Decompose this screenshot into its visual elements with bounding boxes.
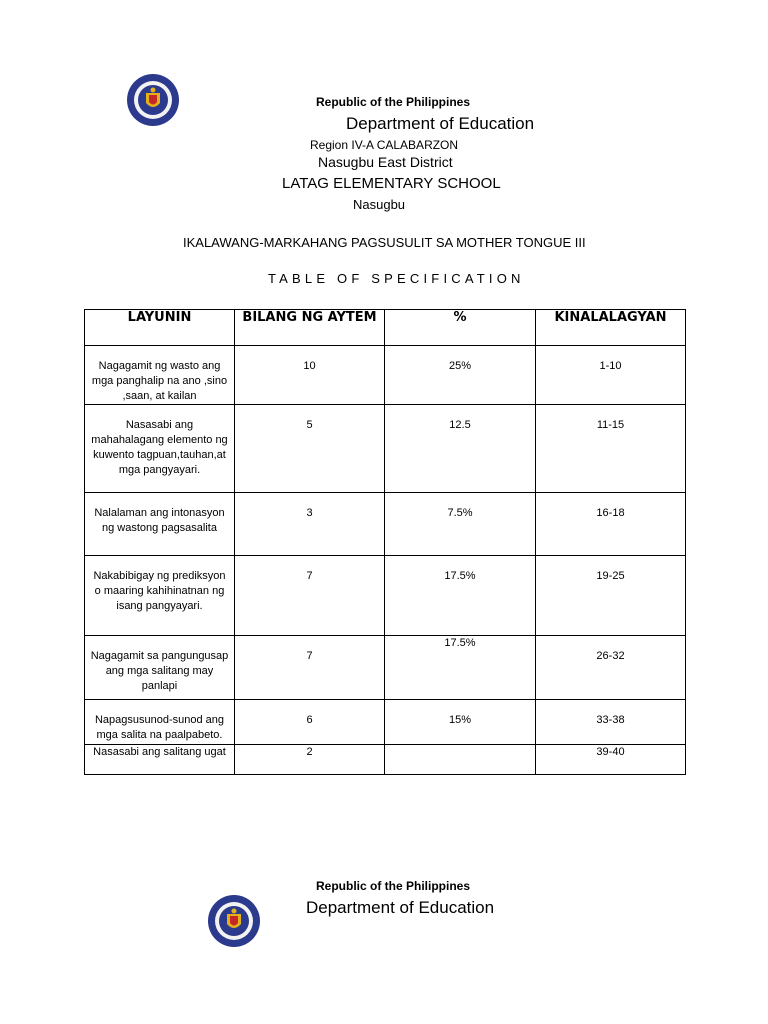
cell-percent <box>385 745 536 775</box>
cell-percent: 12.5 <box>385 405 536 493</box>
cell-bilang: 3 <box>235 493 385 556</box>
specification-table <box>84 309 686 775</box>
cell-kinalalagyan: 16-18 <box>536 493 686 556</box>
cell-bilang: 5 <box>235 405 385 493</box>
cell-kinalalagyan: 26-32 <box>536 636 686 700</box>
cell-kinalalagyan: 1-10 <box>536 346 686 405</box>
cell-percent: 17.5% <box>385 636 536 700</box>
cell-layunin: Napagsusunod-sunod ang mga salita na paalpabeto. <box>85 700 235 745</box>
header-kinalalagyan: KINALALAGYAN <box>536 310 686 346</box>
cell-layunin: Nakabibigay ng prediksyon o maaring kahihinatnan ng isang pangyayari. <box>85 556 235 636</box>
cell-bilang: 7 <box>235 636 385 700</box>
table-row <box>85 636 686 700</box>
district-heading: Nasugbu East District <box>318 154 453 170</box>
cell-kinalalagyan: 11-15 <box>536 405 686 493</box>
deped-seal-icon <box>126 73 180 127</box>
cell-kinalalagyan: 33-38 <box>536 700 686 745</box>
cell-percent: 17.5% <box>385 556 536 636</box>
table-row <box>85 745 686 775</box>
region-heading: Region IV-A CALABARZON <box>310 138 459 152</box>
cell-kinalalagyan: 19-25 <box>536 556 686 636</box>
footer-republic-heading: Republic of the Philippines <box>316 879 471 893</box>
table-row <box>85 700 686 745</box>
cell-bilang: 7 <box>235 556 385 636</box>
cell-bilang: 6 <box>235 700 385 745</box>
table-row <box>85 493 686 556</box>
header-percent: % <box>385 310 536 346</box>
table-row <box>85 556 686 636</box>
cell-bilang: 2 <box>235 745 385 775</box>
deped-seal-icon <box>207 894 261 948</box>
cell-percent: 15% <box>385 700 536 745</box>
cell-layunin: Nasasabi ang salitang ugat <box>85 745 235 775</box>
footer-department-heading: Department of Education <box>306 898 495 917</box>
table-row <box>85 405 686 493</box>
table-header-row <box>85 310 686 346</box>
cell-layunin: Nalalaman ang intonasyon ng wastong pagsasalita <box>85 493 235 556</box>
town-heading: Nasugbu <box>353 197 406 212</box>
cell-layunin: Nagagamit sa pangungusap ang mga salitang may panlapi <box>85 636 235 700</box>
department-heading: Department of Education <box>346 114 535 133</box>
cell-percent: 25% <box>385 346 536 405</box>
cell-layunin: Nasasabi ang mahahalagang elemento ng kuwento tagpuan,tauhan,at mga pangyayari. <box>85 405 235 493</box>
republic-heading: Republic of the Philippines <box>316 95 471 109</box>
table-row <box>85 346 686 405</box>
header-layunin: LAYUNIN <box>85 310 235 346</box>
cell-bilang: 10 <box>235 346 385 405</box>
tos-title: TABLE OF SPECIFICATION <box>268 271 525 286</box>
cell-kinalalagyan: 39-40 <box>536 745 686 775</box>
cell-percent: 7.5% <box>385 493 536 556</box>
header-bilang: BILANG NG AYTEM <box>235 310 385 346</box>
cell-layunin: Nagagamit ng wasto ang mga panghalip na ano ,sino ,saan, at kailan <box>85 346 235 405</box>
school-heading: LATAG ELEMENTARY SCHOOL <box>282 175 501 192</box>
exam-title: IKALAWANG-MARKAHANG PAGSUSULIT SA MOTHER TONGUE III <box>183 235 586 250</box>
